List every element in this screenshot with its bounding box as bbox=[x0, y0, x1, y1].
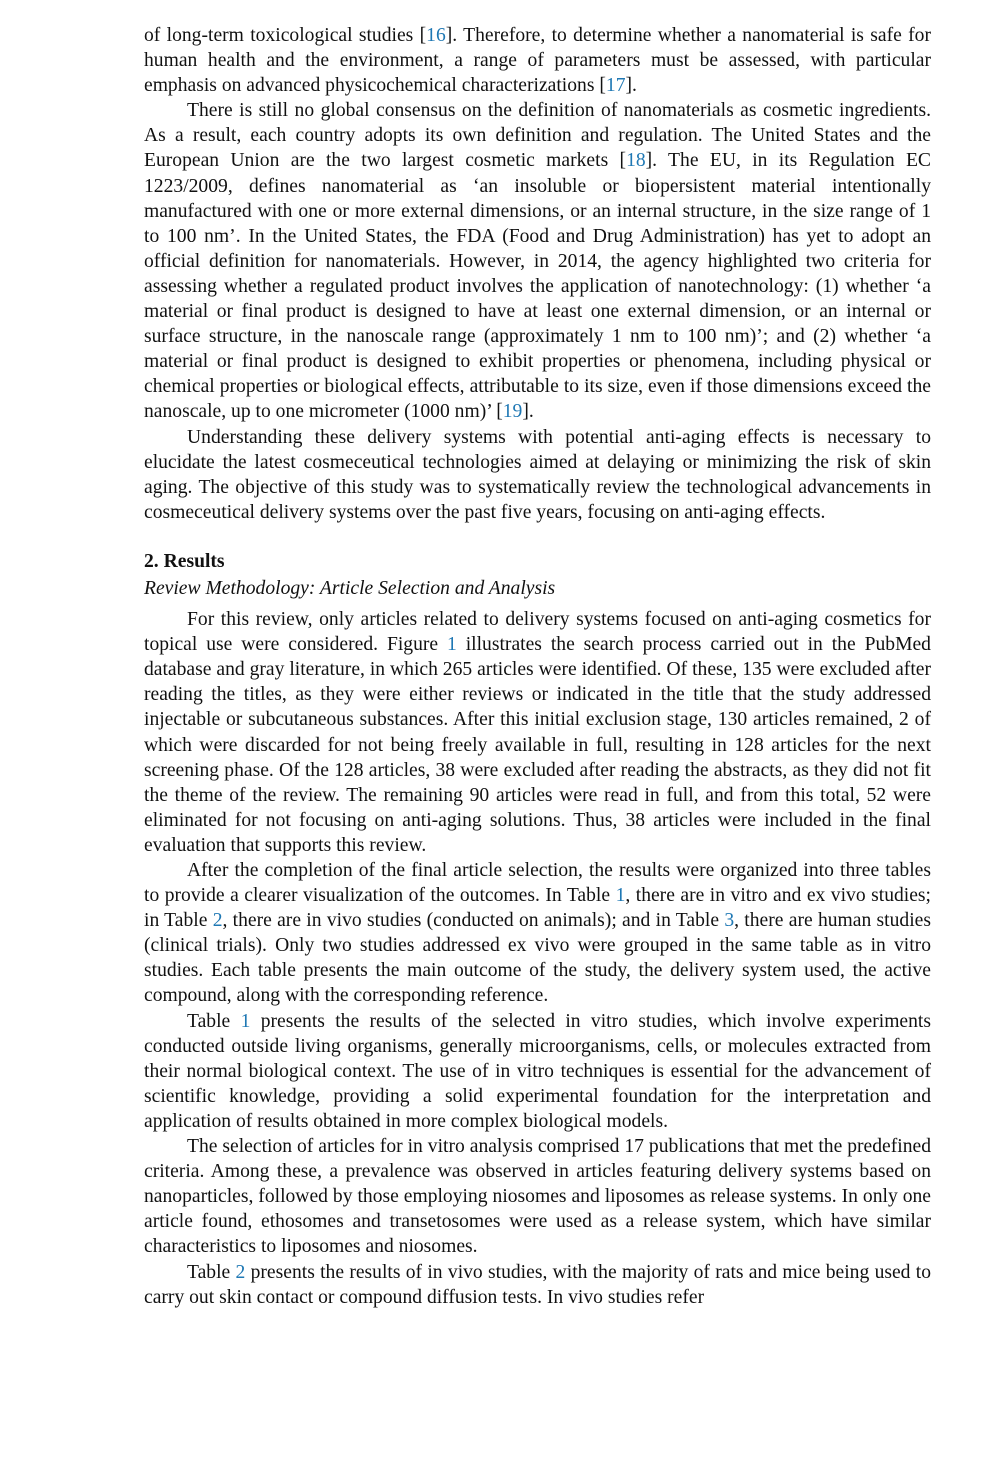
citation-link[interactable]: 17 bbox=[605, 75, 626, 97]
body-text: For this review, only articles related to delivery systems focused on anti-aging cosmetics for topical use were considered. Figure bbox=[144, 609, 931, 656]
paragraph bbox=[144, 425, 931, 525]
body-text: ]. Therefore, to determine whether a nanomaterial is safe for human health and the environment, a range of parameters must be assessed, with particular emphasis on advanced physicochemical characterizations [ bbox=[144, 25, 931, 97]
body-text: , there are human studies (clinical trials). Only two studies addressed ex vivo were grouped in the same table as in vitro studies. Each table presents the main outcome of the study, the delivery system used, the active compound, along with the corresponding reference. bbox=[144, 910, 931, 1007]
intro-paragraphs bbox=[144, 23, 931, 525]
citation-link[interactable]: 18 bbox=[626, 150, 646, 172]
body-text: After the completion of the final article selection, the results were organized into three tables to provide a clearer visualization of the outcomes. In Table bbox=[144, 860, 931, 907]
citation-link[interactable]: 2 bbox=[212, 910, 223, 932]
citation-link[interactable]: 16 bbox=[426, 25, 446, 46]
body-text: presents the results of the selected in vitro studies, which involve experiments conducted outside living organisms, generally microorganisms, cells, or molecules extracted from their normal biological context. The use of in vitro techniques is essential for the advancement of scientific knowledge, providing a solid experimental foundation for the interpretation and application of results obtained in more complex biological models. bbox=[144, 1010, 931, 1132]
citation-link[interactable]: 1 bbox=[447, 634, 457, 656]
citation-link[interactable]: 2 bbox=[235, 1261, 246, 1283]
citation-link[interactable]: 1 bbox=[240, 1010, 251, 1032]
paragraph bbox=[144, 1260, 931, 1310]
document-page bbox=[144, 23, 931, 1310]
body-text: ]. The EU, in its Regulation EC 1223/2009, defines nanomaterial as ‘an insoluble or biopersistent material intentionally manufactured with one or more external dimensions, or an internal structure, in the size range of 1 to 100 nm’. In the United States, the FDA (Food and Drug Administration) has yet to adopt an official definition for nanomaterials. However, in 2014, the agency highlighted two criteria for assessing whether a regulated product involves the application of nanotechnology: (1) whether ‘a material or final product is designed to have at least one external dimension, or an internal or surface structure, in the nanoscale range (approximately 1 nm to 100 nm)’; and (2) whether ‘a material or final product is designed to exhibit properties or phenomena, including physical or chemical properties or biological effects, attributable to its size, even if those dimensions exceed the nanoscale, up to one micrometer (1000 nm)’ [ bbox=[144, 150, 931, 423]
section-heading: 2. Results bbox=[144, 550, 225, 572]
body-text: ]. bbox=[625, 75, 637, 97]
body-text: , there are in vivo studies (conducted on animals); and in Table bbox=[222, 910, 725, 932]
citation-link[interactable]: 3 bbox=[724, 910, 735, 932]
citation-link[interactable]: 1 bbox=[615, 885, 626, 907]
body-text: of long-term toxicological studies [ bbox=[144, 25, 427, 46]
body-text: Understanding these delivery systems with potential anti-aging effects is necessary to elucidate the latest cosmeceutical technologies aimed at delaying or minimizing the risk of skin aging. The objective of this study was to systematically review the technological advancements in cosmeceutical delivery systems over the past five years, focusing on anti-aging effects. bbox=[144, 426, 931, 523]
body-text: The selection of articles for in vitro analysis comprised 17 publications that met the predefined criteria. Among these, a prevalence was observed in articles featuring delivery systems based on nanoparticles, followed by those employing niosomes and liposomes as release systems. In only one article found, ethosomes and transetosomes were used as a release system, which have similar characteristics to liposomes and niosomes. bbox=[144, 1136, 931, 1258]
body-text: There is still no global consensus on the definition of nanomaterials as cosmetic ingredients. As a result, each country adopts its own definition and regulation. The United States and the European Union are the two largest cosmetic markets [ bbox=[144, 100, 931, 172]
paragraph bbox=[144, 1134, 931, 1259]
citation-link[interactable]: 19 bbox=[502, 401, 523, 423]
body-text: ]. bbox=[522, 401, 534, 423]
results-paragraphs bbox=[144, 607, 931, 1310]
paragraph bbox=[144, 1009, 931, 1134]
body-text: illustrates the search process carried out in the PubMed database and gray literature, in which 265 articles were identified. Of these, 135 were excluded after reading the titles, as they were either reviews or indicated in the title that the study addressed injectable or subcutaneous substances. After this initial exclusion stage, 130 articles remained, 2 of which were discarded for not being freely available in full, resulting in 128 articles for the next screening phase. Of the 128 articles, 38 were excluded after reading the abstracts, as they did not fit the theme of the review. The remaining 90 articles were read in full, and from this total, 52 were eliminated for not focusing on anti-aging solutions. Thus, 38 articles were included in the final evaluation that supports this review. bbox=[144, 634, 931, 856]
subsection-heading: Review Methodology: Article Selection and Analysis bbox=[144, 577, 556, 599]
paragraph bbox=[144, 23, 931, 98]
body-text: presents the results of in vivo studies, with the majority of rats and mice being used to carry out skin contact or compound diffusion tests. In vivo studies refer bbox=[144, 1261, 932, 1308]
paragraph bbox=[144, 98, 931, 424]
body-text: Table bbox=[187, 1261, 236, 1283]
paragraph bbox=[144, 607, 931, 858]
body-text: , there are in vitro and ex vivo studies; in Table bbox=[144, 885, 931, 932]
paragraph bbox=[144, 858, 931, 1009]
body-text: Table bbox=[187, 1010, 241, 1032]
